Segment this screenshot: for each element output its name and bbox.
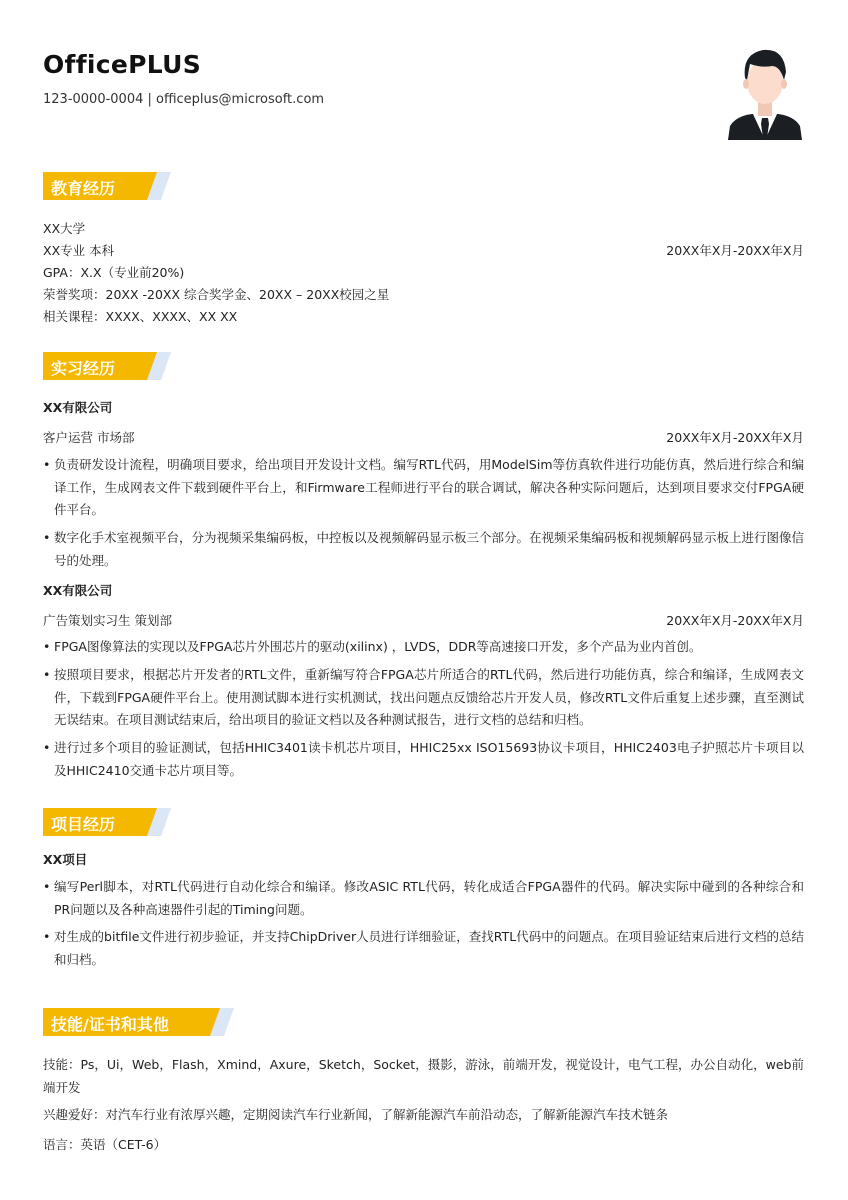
list-item: • 数字化手术室视频平台，分为视频采集编码板，中控板以及视频解码显示板三个部分。在视频采集编码板和视频解码显示板上进行图像信号的处理。: [43, 530, 805, 568]
project-name: XX项目: [43, 852, 88, 867]
company-name: XX有限公司: [43, 583, 113, 598]
section-title: 实习经历: [51, 359, 116, 378]
job-date: 20XX年X月-20XX年X月: [666, 613, 804, 628]
job-date: 20XX年X月-20XX年X月: [666, 430, 804, 445]
company-name: XX有限公司: [43, 400, 113, 415]
major: XX专业 本科: [43, 243, 115, 258]
courses: 相关课程：XXXX、XXXX、XX XX: [43, 309, 238, 324]
section-title: 技能/证书和其他: [51, 1015, 169, 1034]
list-item: • 按照项目要求，根据芯片开发者的RTL文件，重新编写符合FPGA芯片所适合的RTL代码，然后进行功能仿真，综合和编译，生成网表文件，下载到FPGA硬件平台上。使用测试脚本进行实机测试，找出问题点反馈给芯片开发人员，修改RTL文件后重复上述步骤，直至测试无误结束。在项目测试结束后，给出项目的验证文档以及各种测试报告，进行文档的总结和归档。: [43, 667, 804, 727]
avatar: [728, 44, 802, 140]
section-title: 项目经历: [51, 815, 116, 834]
hobbies-line: 兴趣爱好：对汽车行业有浓厚兴趣，定期阅读汽车行业新闻，了解新能源汽车前沿动态，了解新能源汽车技术链条: [43, 1107, 669, 1122]
honors: 荣誉奖项：20XX -20XX 综合奖学金、20XX – 20XX校园之星: [43, 287, 390, 302]
section-title: 教育经历: [51, 179, 116, 198]
job-role: 客户运营 市场部: [43, 430, 135, 445]
list-item: • FPGA图像算法的实现以及FPGA芯片外围芯片的驱动(xilinx) ，LVDS，DDR等高速接口开发，多个产品为业内首创。: [43, 639, 702, 654]
avatar-person-icon: [728, 44, 802, 140]
language-line: 语言：英语（CET-6）: [43, 1137, 167, 1152]
list-item: • 进行过多个项目的验证测试，包括HHIC3401读卡机芯片项目，HHIC25xx ISO15693协议卡项目，HHIC2403电子护照芯片卡项目以及HHIC2410交通卡芯片项目等。: [43, 740, 804, 778]
resume-name: OfficePLUS: [43, 50, 202, 79]
list-item: • 负责研发设计流程，明确项目要求，给出项目开发设计文档。编写RTL代码，用ModelSim等仿真软件进行功能仿真，然后进行综合和编译工作，生成网表文件下载到硬件平台上，和Firmware工程师进行平台的联合调试，解决各种实际问题后，达到项目要求交付FPGA硬件平台。: [43, 457, 804, 517]
contact-info: 123-0000-0004 | officeplus@microsoft.com: [43, 92, 325, 107]
list-item: • 编写Perl脚本，对RTL代码进行自动化综合和编译。修改ASIC RTL代码，转化成适合FPGA器件的代码。解决实际中碰到的各种综合和PR问题以及各种高速器件引起的Timing问题。: [43, 879, 804, 917]
job-role: 广告策划实习生 策划部: [43, 613, 172, 628]
list-item: • 对生成的bitfile文件进行初步验证，并支持ChipDriver人员进行详细验证，查找RTL代码中的问题点。在项目验证结束后进行文档的总结和归档。: [43, 929, 804, 967]
gpa: GPA：X.X（专业前20%): [43, 265, 185, 280]
skills-line: 技能：Ps，Ui，Web，Flash，Xmind，Axure，Sketch，Socket，摄影，游泳，前端开发，视觉设计，电气工程，办公自动化，web前端开发: [43, 1057, 804, 1095]
school-name: XX大学: [43, 221, 86, 236]
education-date: 20XX年X月-20XX年X月: [666, 243, 804, 258]
